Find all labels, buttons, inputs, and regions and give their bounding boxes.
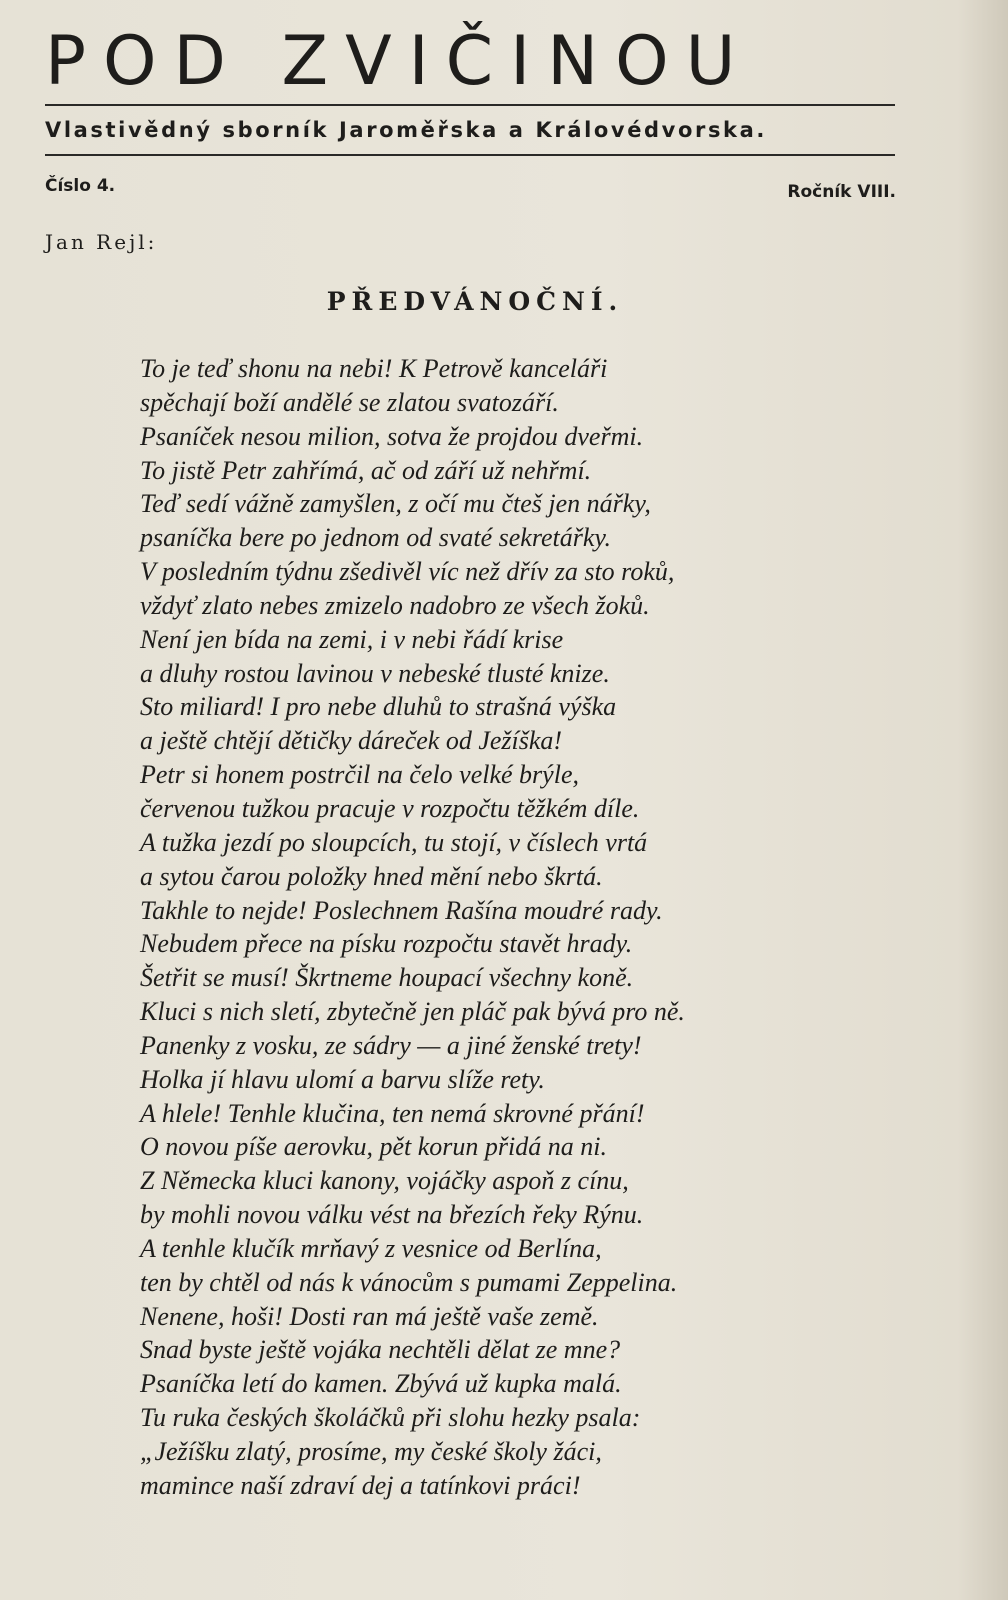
poem-line: spěchají boží andělé se zlatou svatozáří. [140, 387, 559, 417]
poem-line: A tužka jezdí po sloupcích, tu stojí, v číslech vrtá [140, 827, 648, 857]
poem-line: by mohli novou válku vést na březích řeky Rýnu. [140, 1200, 644, 1230]
poem-line: A tenhle klučík mrňavý z vesnice od Berlína, [140, 1233, 602, 1263]
poem-line: mamince naší zdraví dej a tatínkovi práci! [140, 1470, 581, 1500]
poem-line: a ještě chtějí dětičky dáreček od Ježíška! [140, 726, 563, 756]
poem-line: Nenene, hoši! Dosti ran má ještě vaše země. [140, 1301, 599, 1331]
poem-line: Šetřit se musí! Škrtneme houpací všechny koně. [140, 963, 634, 993]
title-rule-bottom [45, 154, 895, 156]
poem-line: A hlele! Tenhle klučina, ten nemá skrovné přání! [140, 1098, 645, 1128]
poem-line: Kluci s nich sletí, zbytečně jen pláč pak bývá pro ně. [140, 997, 685, 1027]
poem-body [140, 352, 685, 1503]
title-rule-top [45, 104, 895, 106]
volume-number: Ročník VIII. [787, 182, 896, 202]
issue-number: Číslo 4. [45, 176, 116, 196]
poem-line: Takhle to nejde! Poslechnem Rašína moudré rady. [140, 895, 663, 925]
poem-line: Panenky z vosku, ze sádry — a jiné ženské trety! [140, 1030, 642, 1060]
poem-line: Tu ruka českých školáčků při slohu hezky psala: [140, 1403, 641, 1433]
poem-line: ten by chtěl od nás k vánocům s pumami Zeppelina. [140, 1267, 678, 1297]
author: Jan Rejl: [45, 230, 158, 254]
poem-line: červenou tužkou pracuje v rozpočtu těžkém díle. [140, 793, 640, 823]
poem-line: Není jen bída na zemi, i v nebi řádí krise [140, 624, 564, 654]
poem-line: Psaníčka letí do kamen. Zbývá už kupka malá. [140, 1369, 622, 1399]
poem-line: a dluhy rostou lavinou v nebeské tlusté knize. [140, 658, 610, 688]
poem-line: „Ježíšku zlatý, prosíme, my české školy žáci, [140, 1437, 602, 1466]
poem-line: a sytou čarou položky hned mění nebo škrtá. [140, 861, 603, 891]
poem-line: To jistě Petr zahřímá, ač od září už nehřmí. [140, 455, 592, 485]
poem-line: Z Německa kluci kanony, vojáčky aspoň z cínu, [140, 1166, 629, 1196]
poem-line: Teď sedí vážně zamyšlen, z očí mu čteš jen nářky, [140, 489, 651, 519]
poem-line: Nebudem přece na písku rozpočtu stavět hrady. [140, 929, 633, 959]
poem-line: Psaníček nesou milion, sotva že projdou dveřmi. [140, 421, 644, 451]
poem-line: vždyť zlato nebes zmizelo nadobro ze všech žoků. [140, 590, 650, 620]
journal-title: POD ZVIČINOU [45, 22, 753, 101]
poem-title: PŘEDVÁNOČNÍ. [326, 287, 624, 316]
journal-subtitle: Vlastivědný sborník Jaroměřska a Královédvorska. [45, 118, 767, 142]
poem-line: Snad byste ještě vojáka nechtěli dělat ze mne? [140, 1335, 621, 1365]
poem-line: psaníčka bere po jednom od svaté sekretářky. [140, 523, 611, 553]
poem-line: Holka jí hlavu ulomí a barvu slíže rety. [140, 1064, 545, 1094]
poem-line: Petr si honem postrčil na čelo velké brýle, [140, 760, 579, 790]
poem-line: Sto miliard! I pro nebe dluhů to strašná výška [140, 692, 617, 722]
poem-line: V posledním týdnu zšedivěl víc než dřív za sto roků, [140, 557, 675, 587]
poem-line: To je teď shonu na nebi! K Petrově kanceláři [140, 354, 608, 383]
poem-line: O novou píše aerovku, pět korun přidá na ni. [140, 1132, 607, 1162]
